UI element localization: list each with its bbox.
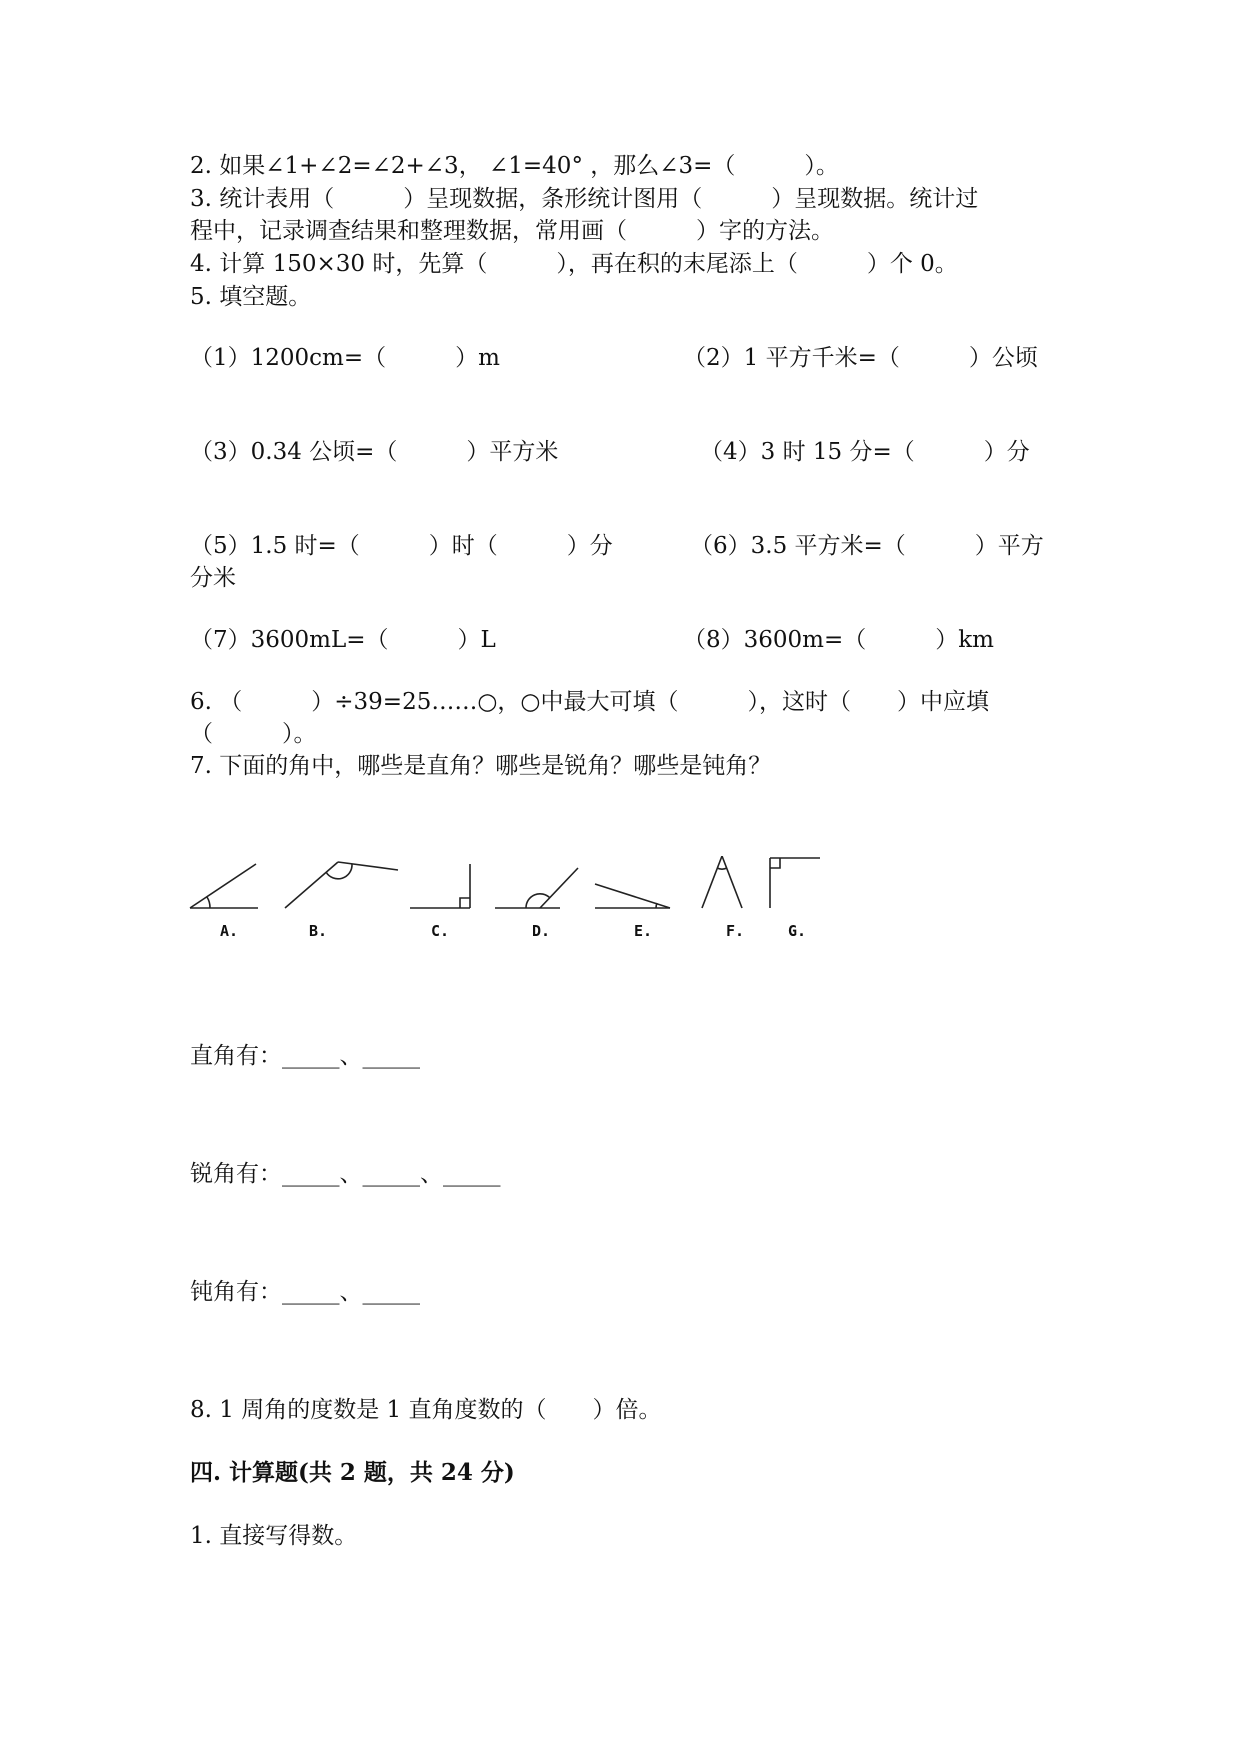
- q5-item-8: （8）3600m=（ ）km: [683, 627, 994, 653]
- question-6-line-2: （ ）。: [190, 721, 317, 747]
- angle-label-e: E.: [634, 922, 653, 940]
- angle-label-b: B.: [309, 922, 328, 940]
- angle-g: [770, 858, 820, 908]
- angle-c: [410, 864, 470, 908]
- q5-item-6-cont: 分米: [190, 565, 236, 591]
- angle-a: [190, 864, 258, 908]
- angle-label-a: A.: [220, 922, 239, 940]
- angles-figure: [180, 856, 850, 916]
- angle-f: [702, 856, 742, 908]
- angle-label-f: F.: [726, 922, 745, 940]
- question-2: 2. 如果∠1+∠2=∠2+∠3， ∠1=40° ，那么∠3=（ ）。: [190, 153, 839, 179]
- q5-item-7: （7）3600mL=（ ）L: [190, 627, 496, 653]
- question-8: 8. 1 周角的度数是 1 直角度数的（ ）倍。: [190, 1397, 662, 1423]
- answer-acute-angles: 锐角有：_____、_____、_____: [190, 1161, 501, 1187]
- section-4-heading: 四. 计算题(共 2 题，共 24 分): [190, 1459, 515, 1486]
- section-4-question-1: 1. 直接写得数。: [190, 1523, 358, 1549]
- q5-item-3: （3）0.34 公顷=（ ）平方米: [190, 439, 559, 465]
- answer-right-angles: 直角有：_____、_____: [190, 1043, 420, 1069]
- q5-item-6: （6）3.5 平方米=（ ）平方: [690, 533, 1044, 559]
- question-3-line-1: 3. 统计表用（ ）呈现数据，条形统计图用（ ）呈现数据。统计过: [190, 186, 979, 212]
- angle-b: [285, 862, 398, 908]
- angle-d: [495, 868, 578, 908]
- question-7: 7. 下面的角中，哪些是直角？哪些是锐角？哪些是钝角？: [190, 753, 772, 779]
- angle-label-d: D.: [532, 922, 551, 940]
- q5-item-2: （2）1 平方千米=（ ）公顷: [683, 345, 1038, 371]
- question-3-line-2: 程中，记录调查结果和整理数据，常用画（ ）字的方法。: [190, 218, 834, 244]
- angle-label-c: C.: [431, 922, 450, 940]
- question-5: 5. 填空题。: [190, 284, 312, 310]
- q5-item-4: （4）3 时 15 分=（ ）分: [700, 439, 1030, 465]
- question-4: 4. 计算 150×30 时，先算（ ），再在积的末尾添上（ ）个 0。: [190, 251, 958, 277]
- angle-e: [595, 884, 670, 908]
- answer-obtuse-angles: 钝角有：_____、_____: [190, 1279, 420, 1305]
- q5-item-5: （5）1.5 时=（ ）时（ ）分: [190, 533, 613, 559]
- angle-label-g: G.: [788, 922, 807, 940]
- q5-item-1: （1）1200cm=（ ）m: [190, 345, 500, 371]
- question-6-line-1: 6. （ ）÷39=25……○，○中最大可填（ ），这时（ ）中应填: [190, 689, 989, 715]
